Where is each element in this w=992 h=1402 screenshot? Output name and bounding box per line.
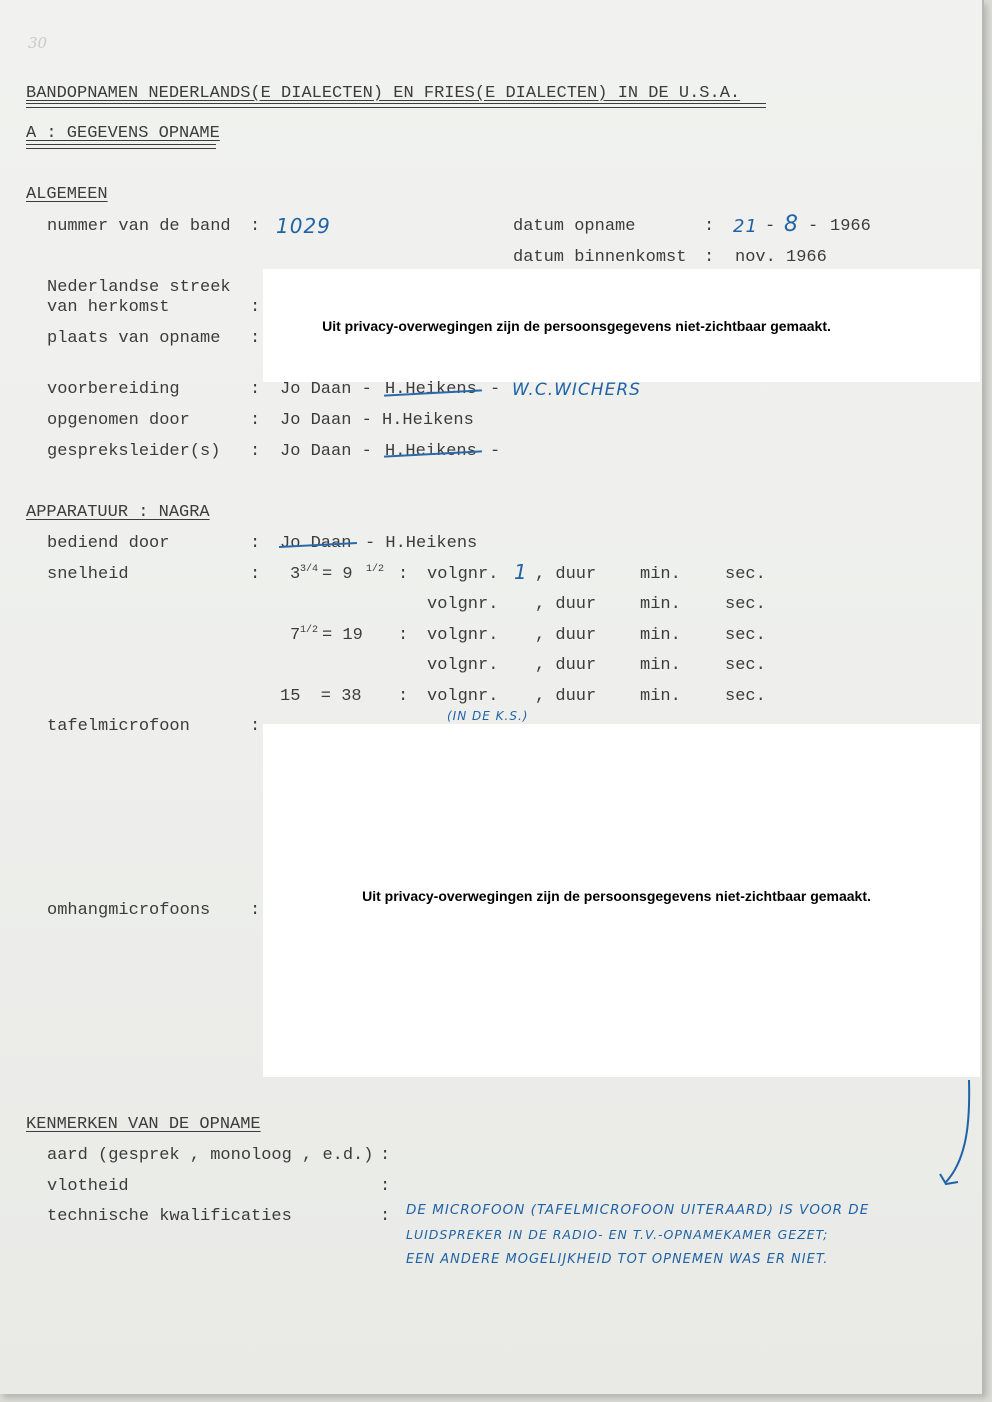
min-label: min. [640, 656, 681, 675]
privacy-notice: Uit privacy-overwegingen zijn de persoonsgegevens niet-zichtbaar gemaakt. [322, 317, 831, 334]
plaats-label: plaats van opname [47, 329, 221, 348]
colon: : [250, 411, 261, 430]
gespreksleider-struck-name: H.Heikens [385, 442, 477, 461]
row-colon: : [398, 687, 409, 706]
handwritten-note-line: DE MICROFOON (TAFELMICROFOON UITERAARD) IS VOOR DE [406, 1202, 870, 1218]
opgenomen-value: Jo Daan - H.Heikens [280, 411, 474, 430]
bediend-value: - H.Heikens [365, 534, 478, 553]
date-dash: - [808, 217, 819, 236]
streek-label-2: van herkomst [47, 298, 170, 317]
colon: : [250, 329, 261, 348]
colon: : [250, 565, 261, 584]
gespreksleider-dash: - [490, 442, 501, 461]
datum-opname-year: 1966 [830, 217, 871, 236]
gespreksleider-label: gespreksleider(s) [47, 442, 221, 461]
sec-label: sec. [725, 595, 766, 614]
volgnr-label: volgnr. [427, 595, 499, 614]
section-a-heading: A : GEGEVENS OPNAME [26, 124, 220, 143]
privacy-mask-bottom [263, 724, 980, 1077]
datum-binnenkomst-label: datum binnenkomst [513, 248, 687, 267]
speed-cm-1-fraction: 1/2 [366, 564, 385, 575]
colon: : [250, 534, 261, 553]
title-double-rule-2 [26, 107, 766, 108]
volgnr-handwritten: 1 [514, 560, 528, 584]
handwritten-note-line: EEN ANDERE MOGELIJKHEID TOT OPNEMEN WAS ER NIET. [406, 1252, 829, 1267]
datum-binnenkomst-value: nov. 1966 [735, 248, 827, 267]
speed-cm-1: = 9 [322, 565, 353, 584]
band-label: nummer van de band [47, 217, 231, 236]
tafel-label: tafelmicrofoon [47, 717, 190, 736]
speed-cm-2: = 19 [322, 626, 363, 645]
datum-opname-month: 8 [784, 212, 799, 237]
snelheid-label: snelheid [47, 565, 129, 584]
band-value: 1029 [276, 214, 331, 238]
colon: : [250, 717, 261, 736]
sec-label: sec. [725, 626, 766, 645]
row-colon: : [398, 565, 409, 584]
voorbereiding-struck-name: H.Heikens [385, 380, 477, 399]
document-title: BANDOPNAMEN NEDERLANDS(E DIALECTEN) EN FRIES(E DIALECTEN) IN DE U.S.A. [26, 84, 741, 103]
datum-opname-day: 21 [733, 216, 758, 237]
row-colon: : [398, 626, 409, 645]
handwritten-note-line: LUIDSPREKER IN DE RADIO- EN T.V.-OPNAMEKAMER GEZET; [406, 1227, 829, 1242]
speed-inch-1: 3 [290, 565, 301, 584]
section-a-rule-2 [26, 148, 216, 149]
apparatuur-heading: APPARATUUR : NAGRA [26, 503, 210, 522]
colon: : [250, 298, 261, 317]
streek-label: Nederlandse streek [47, 278, 231, 297]
voorbereiding-name: Jo Daan - [280, 380, 372, 399]
speed-3: 15 = 38 [280, 687, 362, 706]
speed-inch-2-fraction: 1/2 [300, 625, 319, 636]
algemeen-heading: ALGEMEEN [26, 185, 108, 204]
duur-label: , duur [535, 626, 597, 645]
title-double-rule [26, 103, 766, 104]
colon: : [380, 1146, 391, 1165]
bediend-struck-name: Jo Daan [280, 534, 352, 553]
volgnr-label: volgnr. [427, 656, 499, 675]
omhang-label: omhangmicrofoons [47, 901, 211, 920]
gespreksleider-name: Jo Daan - [280, 442, 372, 461]
datum-opname-label: datum opname [513, 217, 636, 236]
min-label: min. [640, 595, 681, 614]
sec-label: sec. [725, 565, 766, 584]
volgnr-label: volgnr. [427, 626, 499, 645]
colon: : [704, 248, 715, 267]
colon: : [250, 442, 261, 461]
section-a-rule [26, 144, 216, 145]
duur-label: , duur [535, 565, 597, 584]
duur-label: , duur [535, 656, 597, 675]
privacy-mask-top [263, 269, 980, 382]
page-number: 30 [28, 34, 48, 52]
voorbereiding-handwritten: W.C.WICHERS [512, 380, 641, 400]
vlotheid-label: vlotheid [47, 1177, 129, 1196]
sec-label: sec. [725, 687, 766, 706]
speed-inch-1-fraction: 3/4 [300, 564, 319, 575]
tafel-handwritten: (IN DE K.S.) [447, 709, 529, 723]
voorbereiding-label: voorbereiding [47, 380, 180, 399]
min-label: min. [640, 565, 681, 584]
speed-inch-2: 7 [290, 626, 301, 645]
duur-label: , duur [535, 687, 597, 706]
colon: : [380, 1177, 391, 1196]
bediend-label: bediend door [47, 534, 170, 553]
volgnr-label: volgnr. [427, 565, 499, 584]
colon: : [704, 217, 715, 236]
kenmerken-heading: KENMERKEN VAN DE OPNAME [26, 1115, 261, 1134]
opgenomen-label: opgenomen door [47, 411, 190, 430]
colon: : [250, 217, 261, 236]
privacy-notice: Uit privacy-overwegingen zijn de persoonsgegevens niet-zichtbaar gemaakt. [362, 887, 871, 904]
date-dash: - [765, 217, 776, 236]
volgnr-label: volgnr. [427, 687, 499, 706]
min-label: min. [640, 687, 681, 706]
sec-label: sec. [725, 656, 766, 675]
duur-label: , duur [535, 595, 597, 614]
arrow-down-icon [936, 1078, 976, 1190]
technische-label: technische kwalificaties [47, 1207, 292, 1226]
voorbereiding-dash: - [490, 380, 501, 399]
colon: : [380, 1207, 391, 1226]
colon: : [250, 380, 261, 399]
colon: : [250, 901, 261, 920]
aard-label: aard (gesprek , monoloog , e.d.) [47, 1146, 374, 1165]
min-label: min. [640, 626, 681, 645]
